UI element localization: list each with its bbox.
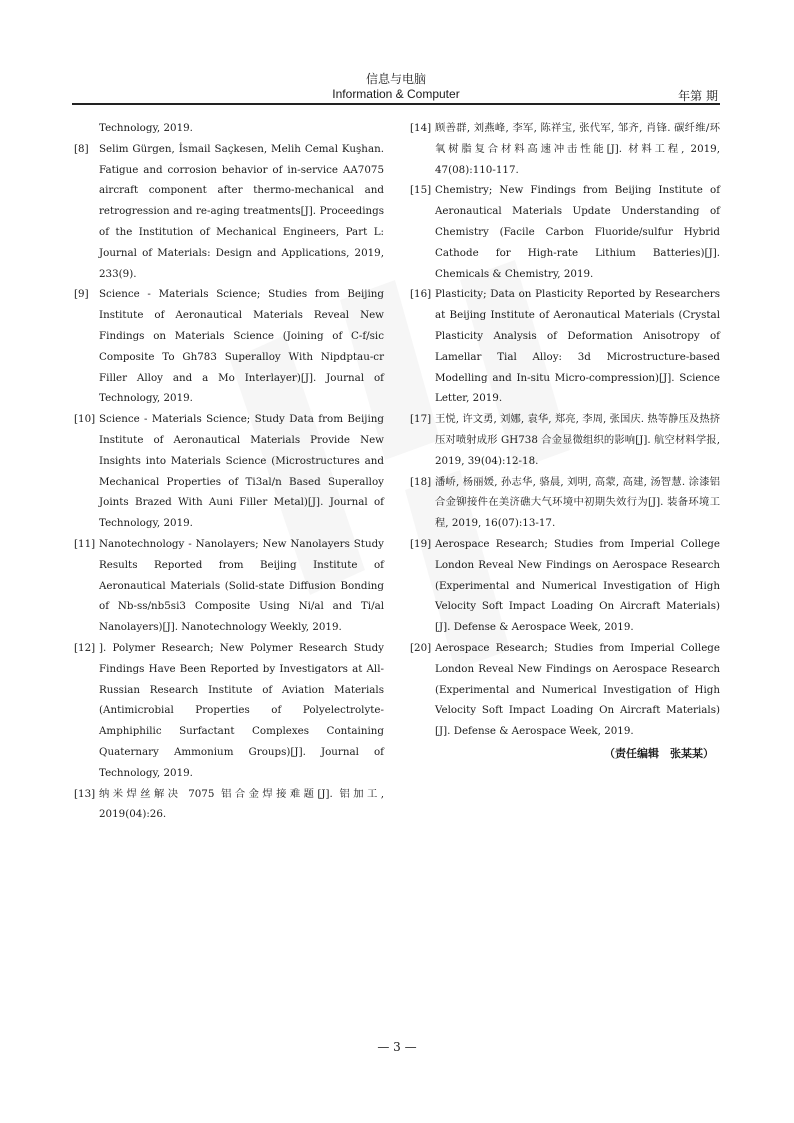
page-number: — 3 — <box>377 1040 417 1054</box>
reference-number: [9] <box>74 288 89 301</box>
page-header <box>72 66 720 106</box>
reference-text: Aerospace Research; Studies from Imperial College London Reveal New Findings on Aerospace Research (Experimental and Numerical Investigation of High Velocity Soft Impact Loading On Aircraft Materials)[J]. Defense & Aerospace Week, 2019. <box>435 641 720 738</box>
reference-number: [20] <box>410 641 432 654</box>
reference-item <box>410 409 720 471</box>
reference-item <box>410 472 720 534</box>
reference-item <box>74 139 384 285</box>
reference-number: [18] <box>410 475 432 488</box>
header-rule <box>72 103 720 105</box>
reference-number: [16] <box>410 288 432 301</box>
references-left-column <box>74 118 384 825</box>
reference-item <box>410 118 720 180</box>
reference-item <box>410 180 720 284</box>
issue-label: 年第 期 <box>678 89 718 103</box>
reference-item <box>410 638 720 742</box>
reference-number: [8] <box>74 142 89 155</box>
reference-number: [14] <box>410 122 432 134</box>
reference-number: [11] <box>74 537 96 550</box>
reference-text: ]. Polymer Research; New Polymer Research Study Findings Have Been Reported by Investigators at All-Russian Research Institute of Aviation Materials (Antimicrobial Properties of Polyelectrolyte-Amphiphilic Surfactant Complexes Containing Quaternary Ammonium Groups)[J]. Journal of Technology, 2019. <box>99 641 384 779</box>
reference-number: [13] <box>74 787 96 800</box>
reference-number: [10] <box>74 413 96 426</box>
editor-note: （责任编辑 张某某） <box>604 746 714 760</box>
reference-text: Plasticity; Data on Plasticity Reported by Researchers at Beijing Institute of Aeronautical Materials (Crystal Plasticity Analysis of Deformation Anisotropy of Lamellar Tial Alloy: 3d Microstructure-based Modelling and In-situ Micro-compression)[J]. Science Letter, 2019. <box>435 288 720 405</box>
reference-text: Science - Materials Science; Study Data from Beijing Institute of Aeronautical Materials Provide New Insights into Materials Science (Microstructures and Mechanical Properties of Ti3al/n Based Superalloy Joints Brazed With Auni Filler Metal)[J]. Journal of Technology, 2019. <box>99 413 384 530</box>
reference-item <box>410 534 720 638</box>
reference-number: [15] <box>410 184 432 197</box>
reference-item <box>74 534 384 638</box>
reference-text: Selim Gürgen, İsmail Saçkesen, Melih Cemal Kuşhan. Fatigue and corrosion behavior of in-service AA7075 aircraft component after thermo-mechanical and retrogression and re-aging treatments[J]. Proceedings of the Institution of Mechanical Engineers, Part L: Journal of Materials: Design and Applications, 2019, 233(9). <box>99 142 384 280</box>
reference-text: 王悦, 许文勇, 刘娜, 袁华, 郑亮, 李周, 张国庆. 热等静压及热挤压对喷射成形 GH738 合金显微组织的影响[J]. 航空材料学报, 2019, 39(04):12-18. <box>435 413 720 467</box>
reference-text: Aerospace Research; Studies from Imperial College London Reveal New Findings on Aerospace Research (Experimental and Numerical Investigation of High Velocity Soft Impact Loading On Aircraft Materials)[J]. Defense & Aerospace Week, 2019. <box>435 537 720 634</box>
journal-title-en: Information & Computer <box>332 87 460 101</box>
reference-number: [12] <box>74 641 96 654</box>
reference-text: 纳米焊丝解决 7075 铝合金焊接难题[J]. 铝加工, 2019(04):26. <box>99 787 384 821</box>
reference-item <box>74 409 384 534</box>
reference-text: 潘峤, 杨丽媛, 孙志华, 骆晨, 刘明, 高蒙, 高建, 汤智慧. 涂漆铝合金铆接件在美济礁大气环境中初期失效行为[J]. 装备环境工程, 2019, 16(07):13-17. <box>435 475 720 530</box>
reference-text: Science - Materials Science; Studies from Beijing Institute of Aeronautical Materials Reveal New Findings on Materials Science (Joining of C-f/sic Composite To Gh783 Superalloy With Nipdptau-cr Filler Alloy and a Mo Interlayer)[J]. Journal of Technology, 2019. <box>99 288 384 405</box>
reference-number: [19] <box>410 537 432 550</box>
reference-item <box>74 638 384 784</box>
reference-item <box>74 118 384 139</box>
reference-item <box>74 284 384 409</box>
reference-item <box>410 284 720 409</box>
reference-item <box>74 784 384 826</box>
journal-title-cn: 信息与电脑 <box>365 72 426 86</box>
reference-text: Technology, 2019. <box>99 122 193 134</box>
references-right-column <box>410 118 720 761</box>
reference-text: 顾善群, 刘燕峰, 李军, 陈祥宝, 张代军, 邹齐, 肖锋. 碳纤维/环氧树脂复合材料高速冲击性能[J]. 材料工程, 2019, 47(08):110-117. <box>435 122 720 176</box>
reference-number: [17] <box>410 413 432 426</box>
reference-text: Nanotechnology - Nanolayers; New Nanolayers Study Results Reported from Beijing Institute of Aeronautical Materials (Solid-state Diffusion Bonding of Nb-ss/nb5si3 Composite Using Ni/al and Ti/al Nanolayers)[J]. Nanotechnology Weekly, 2019. <box>99 537 384 634</box>
reference-text: Chemistry; New Findings from Beijing Institute of Aeronautical Materials Update Understanding of Chemistry (Facile Carbon Fluoride/sulfur Hybrid Cathode for High-rate Lithium Batteries)[J]. Chemicals & Chemistry, 2019. <box>435 184 720 280</box>
